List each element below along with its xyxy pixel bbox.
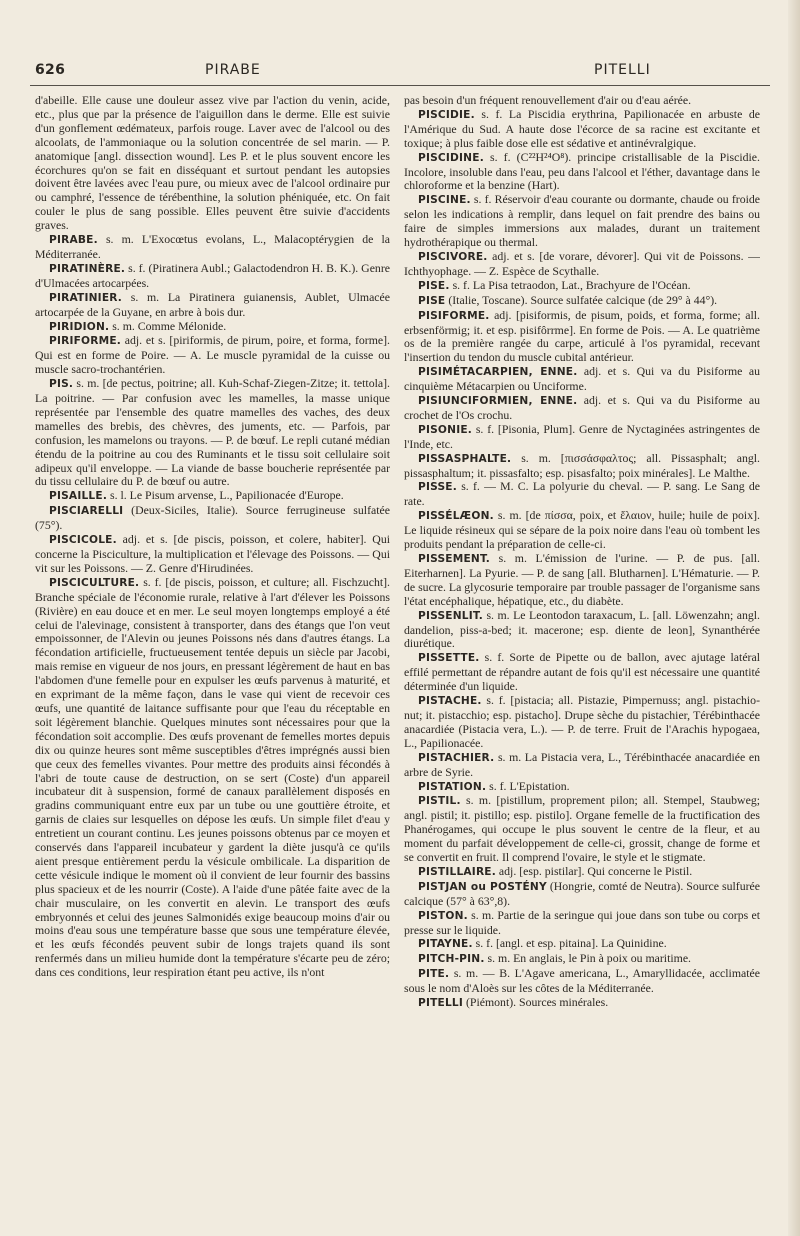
dictionary-entry xyxy=(404,250,760,279)
entry-headword: PIRATINÈRE. xyxy=(49,262,126,275)
dictionary-entry xyxy=(35,334,390,377)
entry-definition: s. m. L'Exocœtus evolans, L., Malacoptérygien de la Méditerranée. xyxy=(35,232,390,261)
header-rule xyxy=(30,85,770,86)
entry-definition: adj. et s. [piriformis, de pirum, poire, et forma, forme]. Qui est en forme de Poire. — A. Le muscle pyramidal de la cuisse ou muscle sacro-trochantérien. xyxy=(35,333,390,377)
entry-headword: PISCINE. xyxy=(418,194,471,207)
dictionary-entry xyxy=(404,780,760,795)
entry-headword: PIRABE. xyxy=(49,234,98,247)
dictionary-entry xyxy=(404,480,760,509)
dictionary-entry xyxy=(404,694,760,751)
entry-definition: s. m. [pistillum, proprement pilon; all. Stempel, Staubweg; angl. pistil; it. pistillo; esp. pistilo]. Organe femelle de la fructification des Phanérogames, qui occupe le plus souvent le centre de la fleur, et au moment du parfait développement de celle-ci, grossit, change de forme et se convertit en fruit. Il comprend l'ovaire, le style et le stigmate. xyxy=(404,793,760,865)
entry-headword: PISAILLE. xyxy=(49,490,108,503)
entry-definition: s. f. La Pisa tetraodon, Lat., Brachyure de l'Océan. xyxy=(452,277,691,292)
entry-definition: (Italie, Toscane). Source sulfatée calcique (de 29° à 44°). xyxy=(448,292,718,307)
running-header xyxy=(0,62,800,82)
left-column xyxy=(35,94,390,980)
entry-definition: s. f. [de piscis, poisson, et culture; all. Fischzucht]. Branche spéciale de l'économie rurale, relative à l'art d'élever les Poissons (Rivière) en eau douce et en mer. Le seul moyen longtemps employé a été celui de l'alevinage, consistent à transporter, dans des étangs que l'on veut empoissonner, de l'Alevin ou jeunes Poissons nés dans d'autres étangs. La fécondation artificielle, fructueusement tentée depuis un siècle par Jacobi, mais remise en vigueur de nos jours, en pressant légèrement de haut en bas l'abdomen d'une femelle pour en expulser les œufs parvenus à maturité, et en exprimant de la même façon, dans le vase qui vient de recevoir ces œufs, une quantité de laitance suffisante pour que l'eau du réceptable en soit légèrement blanchie. Quelques minutes sont nécessaires pour que la fécondation soit accomplie. Des œufs provenant de femelles mortes depuis dix ou quinze heures sont même susceptibles d'êtres imprégnés aussi bien que ceux des femelles vivantes. Pour mettre des produits ainsi fécondés à l'abri de toute cause de destruction, on se sert (Coste) d'un appareil incubateur dit à suspension, formé de canaux parallèlement disposés en gradins communiquant entre eux par un tube ou une gouttière étroite, et garnis de claies sur lesquelles on dépose les œufs. Un simple filet d'eau y entretient un courant continu. Les jeunes poissons obtenus par ce moyen et conservés dans l'appareil incubateur y gardent la diète jusqu'à ce qu'ils aient presque entièrement perdu la vésicule ombilicale. La disparition de cette vésicule indique le moment où il convient de leur fournir des bassins plus spacieux et de les nourrir (Coste). A l'aide d'une pâtée faite avec de la chair musculaire, on les convertit en alevin. Le transport des œufs embryonnés et celui des jeunes Salmonidés exige beaucoup moins d'air ou moins d'eau sous une température basse que sous une température élevée, et les œufs fécondés peuvent subir de longs trajets quand ils sont renfermés dans un milieu humide dont la température s'écarte peu de zéro; dans ces conditions, leur respiration étant peu active, ils n'ont xyxy=(35,574,390,980)
header-first-word: PIRABE xyxy=(205,62,261,78)
entry-definition: s. f. (C²²H²⁴O⁸). principe cristallisable de la Piscidie. Incolore, insoluble dans l'eau, peu dans l'alcool et l'éther, davantage dans le chloroforme et la benzine (Hart). xyxy=(404,149,760,193)
dictionary-entry xyxy=(35,291,390,320)
entry-definition: (Hongrie, comté de Neutra). Source sulfurée calcique (57° à 63°,8). xyxy=(404,878,761,908)
entry-headword: PISONIE. xyxy=(418,423,473,436)
entry-definition: adj. et s. Qui va du Pisiforme au cinquième Métacarpien ou Unciforme. xyxy=(404,364,760,394)
entry-definition: s. m. [πισσάσφαλτος; all. Pissasphalt; angl. pissasphaltum; it. pissasfalto; esp. pisasfalto; poix minérales]. Le Malthe. xyxy=(404,450,760,480)
dictionary-entry xyxy=(404,751,760,780)
entry-definition: s. m. Le Leontodon taraxacum, L. [all. Löwenzahn; angl. dandelion, piss-a-bed; it. macerone; esp. diente de leon], Synanthérée diurétique. xyxy=(404,607,761,651)
entry-headword: PISIFORME. xyxy=(418,309,490,322)
entry-definition: s. f. [pistacia; all. Pistazie, Pimpernuss; angl. pistachio-nut; it. pistacchio; esp. pistacho]. Drupe sèche du pistachier, Térébinthacée anacardiée (Pistacia vera, L.). — P. de terre. Fruit de l'Arachis hypogaea, L., Papilionacée. xyxy=(404,693,760,750)
right-column xyxy=(404,94,760,1011)
dictionary-entry xyxy=(404,94,760,108)
entry-headword: PIS. xyxy=(49,378,74,391)
entry-headword: PISCICOLE. xyxy=(49,534,117,547)
dictionary-entry xyxy=(35,533,390,576)
entry-headword: PISCIDIE. xyxy=(418,108,475,121)
dictionary-entry xyxy=(404,996,760,1011)
dictionary-entry xyxy=(404,452,760,481)
dictionary-entry xyxy=(404,365,760,394)
entry-definition: adj. et s. [de piscis, poisson, et colere, habiter]. Qui concerne la Pisciculture, la multiplication et l'élevage des Poissons. — Qui vit sur les Poissons. — Z. Genre d'Hirudinées. xyxy=(35,532,390,575)
dictionary-entry xyxy=(35,233,390,262)
entry-headword: PITELLI xyxy=(418,997,464,1010)
entry-headword: PISCIVORE. xyxy=(418,250,488,263)
entry-headword: PISTILLAIRE. xyxy=(418,865,496,878)
entry-definition: pas besoin d'un fréquent renouvellement d'air ou d'eau aérée. xyxy=(404,93,692,107)
entry-headword: PISTATION. xyxy=(418,780,487,793)
entry-headword: PISTON. xyxy=(418,909,468,922)
dictionary-entry xyxy=(35,377,390,489)
dictionary-entry xyxy=(404,865,760,880)
dictionary-entry xyxy=(404,309,760,366)
entry-definition: s. f. (Piratinera Aubl.; Galactodendron H. B. K.). Genre d'Ulmacées artocarpées. xyxy=(35,260,390,290)
dictionary-entry xyxy=(404,151,760,194)
entry-headword: PITCH-PIN. xyxy=(418,953,485,966)
entry-definition: adj. [esp. pistilar]. Qui concerne le Pistil. xyxy=(498,863,693,878)
entry-headword: PISSÉLÆON. xyxy=(418,510,494,523)
entry-definition: s. l. Le Pisum arvense, L., Papilionacée d'Europe. xyxy=(110,488,344,503)
entry-headword: PISSASPHALTE. xyxy=(418,452,512,465)
dictionary-entry xyxy=(35,576,390,980)
page-edge xyxy=(788,0,800,1236)
dictionary-entry xyxy=(404,609,760,652)
entry-definition: s. f. La Piscidia erythrina, Papilionacée en arbuste de l'Amérique du Sud. A haute dose l'écorce de sa racine est excitante et toxique; à plus faible dose elle est sédative et antinévralgique. xyxy=(404,106,760,150)
dictionary-entry xyxy=(35,94,390,233)
entry-headword: PITE. xyxy=(418,968,450,981)
entry-headword: PITAYNE. xyxy=(418,938,473,951)
entry-headword: PISTIL. xyxy=(418,795,461,808)
entry-definition: s. f. Sorte de Pipette ou de ballon, avec ajutage latéral effilé permettant de répandre autant de fois qu'il est nécessaire une quantité déterminée d'un liquide. xyxy=(404,650,760,694)
entry-headword: PISSEMENT. xyxy=(418,553,491,565)
entry-definition: s. m. La Pistacia vera, L., Térébinthacée anacardiée en arbre de Syrie. xyxy=(404,749,761,779)
dictionary-entry xyxy=(404,651,760,694)
dictionary-entry xyxy=(35,489,390,504)
entry-headword: PISIMÉTACARPIEN, ENNE. xyxy=(418,366,578,379)
entry-definition: s. m. Partie de la seringue qui joue dans son tube ou corps et presse sur le liquide. xyxy=(404,907,760,937)
dictionary-entry xyxy=(404,952,760,967)
entry-headword: PISCICULTURE. xyxy=(49,576,140,589)
dictionary-entry xyxy=(404,937,760,952)
entry-headword: PIRATINIER. xyxy=(49,291,123,304)
entry-definition: s. m. [de πίσσα, poix, et ἔλαιον, huile; huile de poix]. Le liquide résineux qui se sépare de la poix noire dans l'eau où tombent les produits pendant la préparation de celle-ci. xyxy=(404,508,760,552)
entry-headword: PISE xyxy=(418,294,446,307)
entry-headword: PISTACHE. xyxy=(418,695,482,708)
entry-headword: PISTJAN ou POSTÉNY xyxy=(418,880,547,893)
entry-headword: PISIUNCIFORMIEN, ENNE. xyxy=(418,395,578,408)
entry-headword: PIRIDION. xyxy=(49,320,110,333)
header-last-word: PITELLI xyxy=(594,62,651,78)
entry-definition: s. m. [de pectus, poitrine; all. Kuh-Schaf-Ziegen-Zitze; it. tettola]. La poitrine. — Par confusion avec les mamelles, la masse unique représentée par l'ensemble des quatre mamelles des vaches, des deux mamelles des brebis, des chèvres, des juments, etc. — Parfois, par confusion, les mamelons ou trayons. — P. de bœuf. Le repli cutané médian étendu de la poitrine au cou des Ruminants et le tissu soit cellulaire soit adipeux qu'il enveloppe. — La viande de basse boucherie représentée par du tissu cellulaire du P. de bœuf ou autre. xyxy=(35,376,390,489)
entry-headword: PISSENLIT. xyxy=(418,609,483,622)
dictionary-entry xyxy=(404,279,760,294)
entry-definition: adj. et s. Qui va du Pisiforme au crochet de l'Os crochu. xyxy=(404,393,760,422)
dictionary-entry xyxy=(404,967,760,996)
dictionary-entry xyxy=(35,504,390,533)
page-number: 626 xyxy=(35,62,66,78)
entry-definition: s. f. [Pisonia, Plum]. Genre de Nyctaginées astringentes de l'Inde, etc. xyxy=(404,421,760,451)
entry-definition: s. m. Comme Mélonide. xyxy=(112,318,227,333)
entry-headword: PISTACHIER. xyxy=(418,751,495,764)
dictionary-entry xyxy=(404,423,760,452)
dictionary-entry xyxy=(404,909,760,938)
dictionary-entry xyxy=(404,794,760,865)
dictionary-entry xyxy=(35,320,390,335)
entry-headword: PISSETTE. xyxy=(418,652,480,665)
dictionary-entry xyxy=(404,193,760,250)
dictionary-entry xyxy=(404,394,760,423)
dictionary-entry xyxy=(404,552,760,609)
dictionary-entry xyxy=(404,108,760,151)
entry-definition: s. f. — M. C. La polyurie du cheval. — P. sang. Le Sang de rate. xyxy=(404,479,760,509)
entry-headword: PIRIFORME. xyxy=(49,335,122,348)
entry-definition: (Deux-Siciles, Italie). Source ferrugineuse sulfatée (75°). xyxy=(35,503,390,533)
entry-definition: s. f. L'Epistation. xyxy=(489,778,570,793)
entry-headword: PISCIDINE. xyxy=(418,151,484,164)
dictionary-entry xyxy=(404,509,760,552)
entry-definition: d'abeille. Elle cause une douleur assez vive par l'action du venin, acide, etc., plus que par la présence de l'aiguillon dans le derme. Elle est suivie d'un gonflement œdémateux, parfois rouge. Laver avec de l'alcool ou des alcoolats, de l'ammoniaque ou la solution concentrée de sel marin. — P. anatomique [angl. dissection wound]. Les P. et le plus souvent encore les écorchures qu'on se fait en disséquant et surtout pendant les autopsies doivent être lavées avec l'eau pure, ou mieux avec de l'alcool ordinaire pur ou camphré, l'essence de térébenthine, la solution phéniquée, etc. On fait couler le plus de sang possible. Elles peuvent être suivie d'accidents graves. xyxy=(35,93,390,233)
entry-definition: s. m. La Piratinera guianensis, Aublet, Ulmacée artocarpée de la Guyane, en arbre à bois dur. xyxy=(35,289,391,319)
entry-definition: s. m. — B. L'Agave americana, L., Amaryllidacée, acclimatée sous le nom d'Aloès sur les côtes de la Méditerranée. xyxy=(404,966,760,996)
dictionary-entry xyxy=(35,262,390,291)
entry-headword: PISCIARELLI xyxy=(49,505,124,518)
entry-definition: s. f. Réservoir d'eau courante ou dormante, chaude ou froide selon les indications à remplir, dans lequel on fait prendre des bains ou faire de simples immersions aux malades, durant un traitement hydrothérapique ou thermal. xyxy=(404,192,761,250)
entry-definition: s. m. L'émission de l'urine. — P. de pus. [all. Eiterharnen]. La Pyurie. — P. de sang [all. Blutharnen]. L'Hématurie. — P. de sucre. La glycosurie temporaire par trouble passager de l'organisme sans l'état encéphalique, hépatique, etc., du diabète. xyxy=(404,551,761,608)
dictionary-entry xyxy=(404,294,760,309)
entry-headword: PISE. xyxy=(418,279,450,292)
entry-definition: (Piémont). Sources minérales. xyxy=(465,995,609,1010)
entry-headword: PISSE. xyxy=(418,481,457,494)
dictionary-entry xyxy=(404,880,760,909)
entry-definition: s. m. En anglais, le Pin à poix ou maritime. xyxy=(487,951,691,966)
entry-definition: s. f. [angl. et esp. pitaina]. La Quinidine. xyxy=(475,936,667,951)
entry-definition: adj. et s. [de vorare, dévorer]. Qui vit de Poissons. — Ichthyophage. — Z. Espèce de Scythalle. xyxy=(404,248,760,278)
entry-definition: adj. [pisiformis, de pisum, poids, et forma, forme; all. erbsenförmig; it. et esp. pisifôrrme]. En forme de Pois. — A. Le quatrième os de la première rangée du carpe, articulé à l'os pyramidal, recevant l'insertion du tendon du muscle cubital antérieur. xyxy=(404,307,760,365)
